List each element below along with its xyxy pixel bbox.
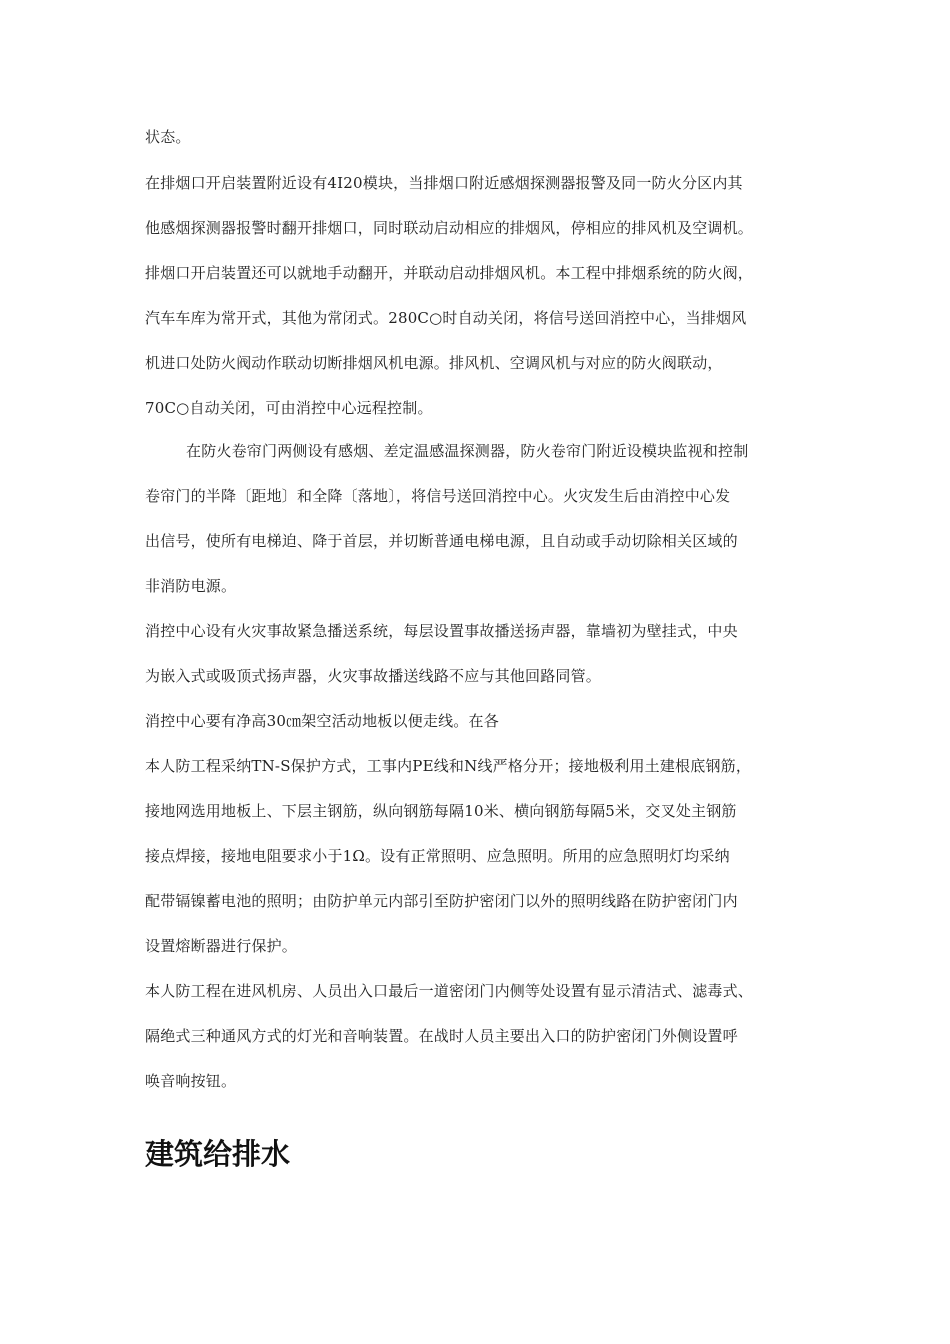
text-line: 本人防工程采纳TN-S保护方式，工事内PE线和N线严格分开；接地极利用土建根底钢筋， (145, 757, 752, 775)
text-line: 他感烟探测器报警时翻开排烟口，同时联动启动相应的排烟风，停相应的排风机及空调机。 (145, 219, 754, 237)
text-line: 排烟口开启装置还可以就地手动翻开，并联动启动排烟风机。本工程中排烟系统的防火阀， (145, 264, 754, 282)
text-line: 机进口处防火阀动作联动切断排烟风机电源。排风机、空调风机与对应的防火阀联动， (145, 354, 723, 372)
text-line: 出信号，使所有电梯迫、降于首层，并切断普通电梯电源，且自动或手动切除相关区域的 (145, 532, 738, 550)
text-line: 卷帘门的半降〔距地〕和全降〔落地〕，将信号送回消控中心。火灾发生后由消控中心发 (145, 487, 731, 505)
text-line: 设置熔断器进行保护。 (145, 937, 298, 955)
text-line: 为嵌入式或吸顶式扬声器，火灾事故播送线路不应与其他回路同管。 (145, 667, 602, 685)
text-line: 在防火卷帘门两侧设有感烟、差定温感温探测器，防火卷帘门附近设模块监视和控制 (186, 442, 749, 460)
text-line: 配带镉镍蓄电池的照明；由防护单元内部引至防护密闭门以外的照明线路在防护密闭门内 (145, 892, 738, 910)
section-heading: 建筑给排水 (145, 1137, 291, 1171)
text-line: 唤音响按钮。 (145, 1072, 237, 1090)
text-line: 隔绝式三种通风方式的灯光和音响装置。在战时人员主要出入口的防护密闭门外侧设置呼 (145, 1027, 738, 1045)
text-line: 状态。 (145, 128, 191, 146)
text-line: 本人防工程在进风机房、人员出入口最后一道密闭门内侧等处设置有显示清洁式、滤毒式、 (145, 982, 754, 1000)
text-line: 消控中心要有净高30㎝架空活动地板以便走线。在各 (145, 712, 499, 730)
text-line: 接点焊接，接地电阻要求小于1Ω。设有正常照明、应急照明。所用的应急照明灯均采纳 (145, 847, 730, 865)
text-line: 在排烟口开启装置附近设有4I20模块，当排烟口附近感烟探测器报警及同一防火分区内其 (145, 174, 743, 192)
text-line: 非消防电源。 (145, 577, 237, 595)
text-line: 汽车车库为常开式，其他为常闭式。280C○时自动关闭，将信号送回消控中心，当排烟风 (145, 309, 747, 327)
text-line: 接地网选用地板上、下层主钢筋，纵向钢筋每隔10米、横向钢筋每隔5米，交叉处主钢筋 (145, 802, 737, 820)
text-line: 70C○自动关闭，可由消控中心远程控制。 (145, 399, 433, 417)
text-line: 消控中心设有火灾事故紧急播送系统，每层设置事故播送扬声器，靠墙初为壁挂式，中央 (145, 622, 738, 640)
